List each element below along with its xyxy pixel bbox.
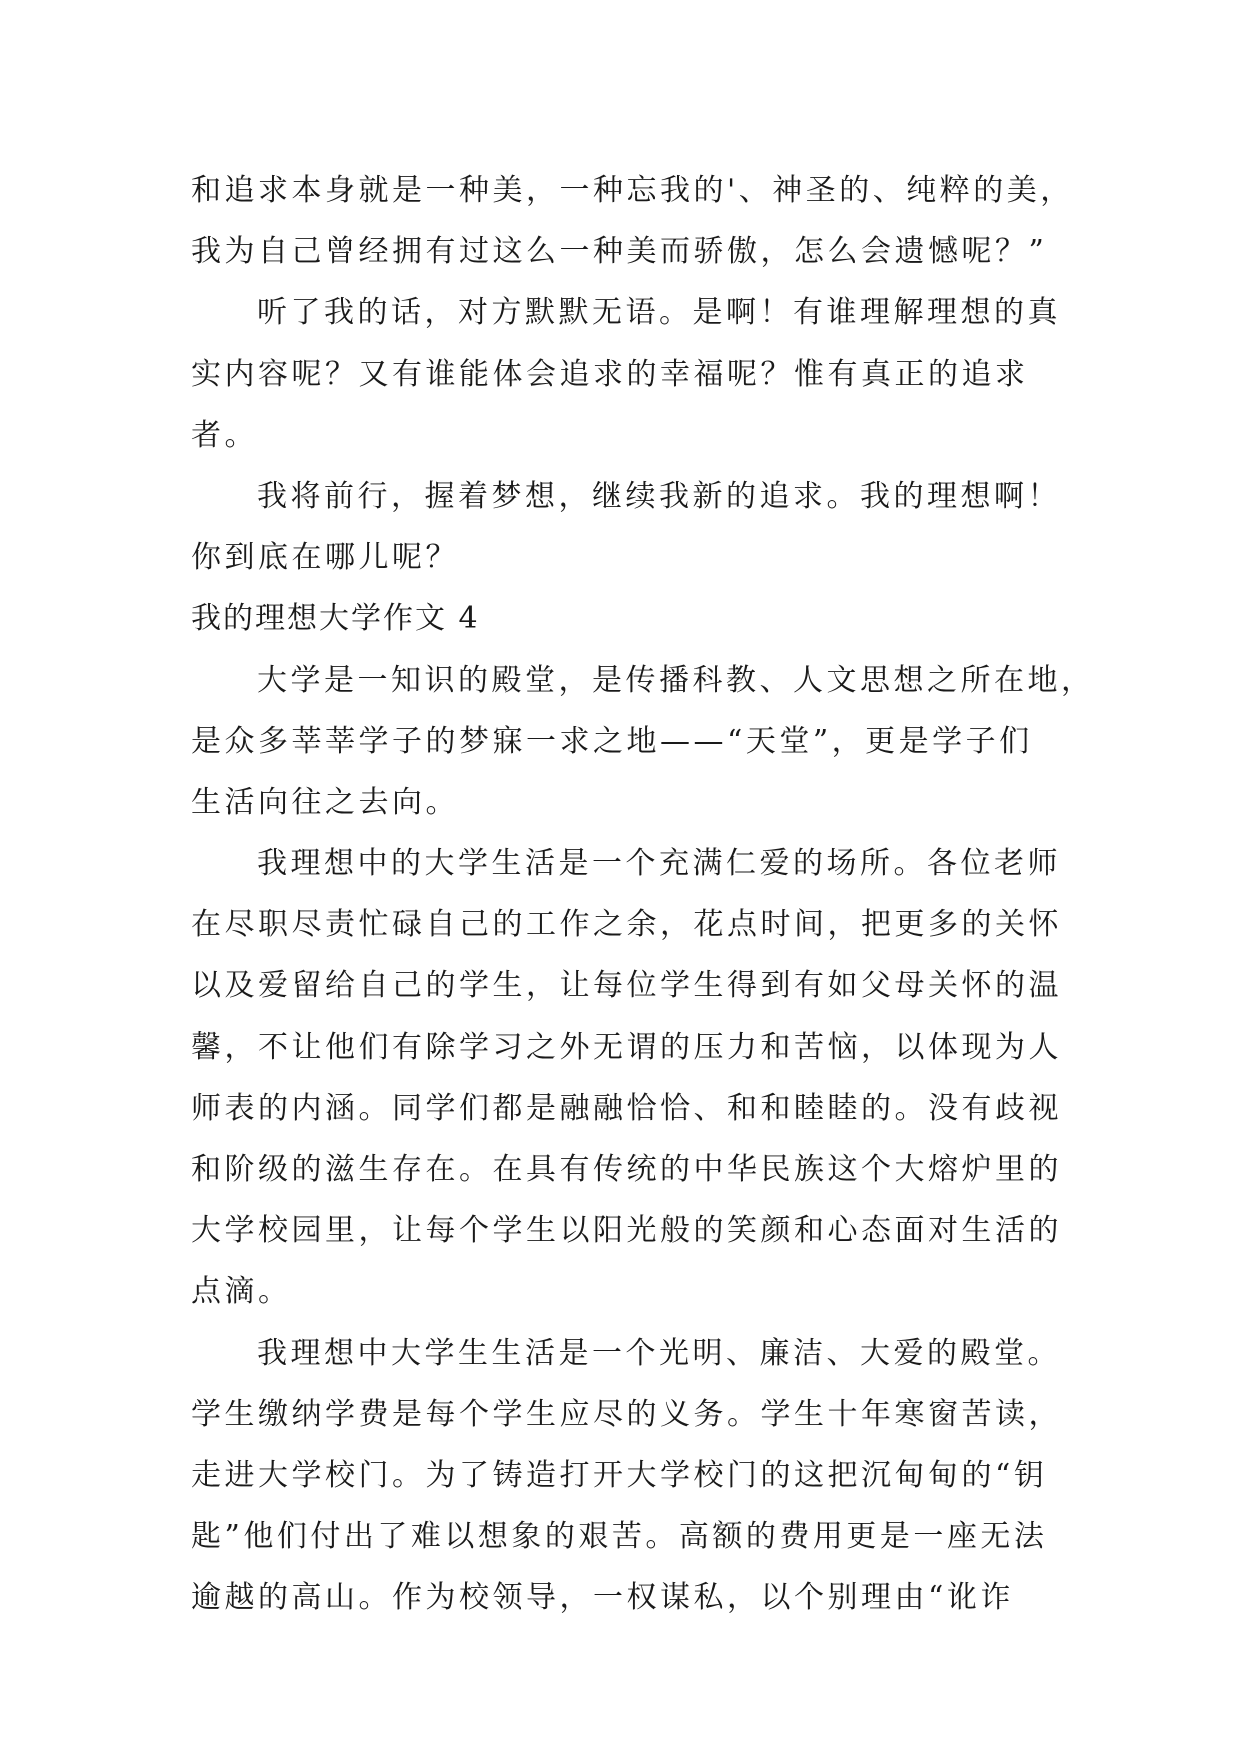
text-line: 是众多莘莘学子的梦寐一求之地——“天堂”，更是学子们	[191, 723, 1033, 759]
text-line: 实内容呢？又有谁能体会追求的幸福呢？惟有真正的追求	[191, 356, 1029, 392]
text-line: 生活向往之去向。	[191, 784, 459, 820]
text-line: 匙”他们付出了难以想象的艰苦。高额的费用更是一座无法	[191, 1519, 1048, 1555]
text-line: 逾越的高山。作为校领导，一权谋私，以个别理由“讹诈	[191, 1580, 1014, 1616]
paragraph-start-line: 听了我的话，对方默默无语。是啊！有谁理解理想的真	[257, 295, 1061, 331]
text-line: 在尽职尽责忙碌自己的工作之余，花点时间，把更多的关怀	[191, 907, 1062, 943]
section-heading: 我的理想大学作文 4	[191, 601, 480, 637]
paragraph-start-line: 我将前行，握着梦想，继续我新的追求。我的理想啊！	[257, 478, 1061, 514]
text-line: 大学校园里，让每个学生以阳光般的笑颜和心态面对生活的	[191, 1213, 1062, 1249]
text-line: 以及爱留给自己的学生，让每位学生得到有如父母关怀的温	[191, 968, 1062, 1004]
text-line: 和追求本身就是一种美，一种忘我的'、神圣的、纯粹的美，	[191, 173, 1074, 208]
text-line: 点滴。	[191, 1274, 292, 1310]
paragraph-start-line: 我理想中的大学生活是一个充满仁爱的场所。各位老师	[257, 846, 1061, 882]
text-line: 者。	[191, 417, 258, 453]
text-line: 走进大学校门。为了铸造打开大学校门的这把沉甸甸的“钥	[191, 1457, 1048, 1493]
text-line: 和阶级的滋生存在。在具有传统的中华民族这个大熔炉里的	[191, 1152, 1062, 1187]
text-line: 你到底在哪儿呢？	[191, 540, 459, 576]
text-line: 馨，不让他们有除学习之外无谓的压力和苦恼，以体现为人	[191, 1029, 1062, 1065]
text-line: 学生缴纳学费是每个学生应尽的义务。学生十年寒窗苦读，	[191, 1396, 1062, 1432]
paragraph-start-line: 大学是一知识的殿堂，是传播科教、人文思想之所在地，	[257, 662, 1095, 698]
text-line: 我为自己曾经拥有过这么一种美而骄傲，怎么会遗憾呢？”	[191, 234, 1048, 270]
document-body	[191, 160, 1095, 1629]
text-line: 师表的内涵。同学们都是融融恰恰、和和睦睦的。没有歧视	[191, 1090, 1062, 1126]
paragraph-start-line: 我理想中大学生生活是一个光明、廉洁、大爱的殿堂。	[257, 1335, 1061, 1371]
